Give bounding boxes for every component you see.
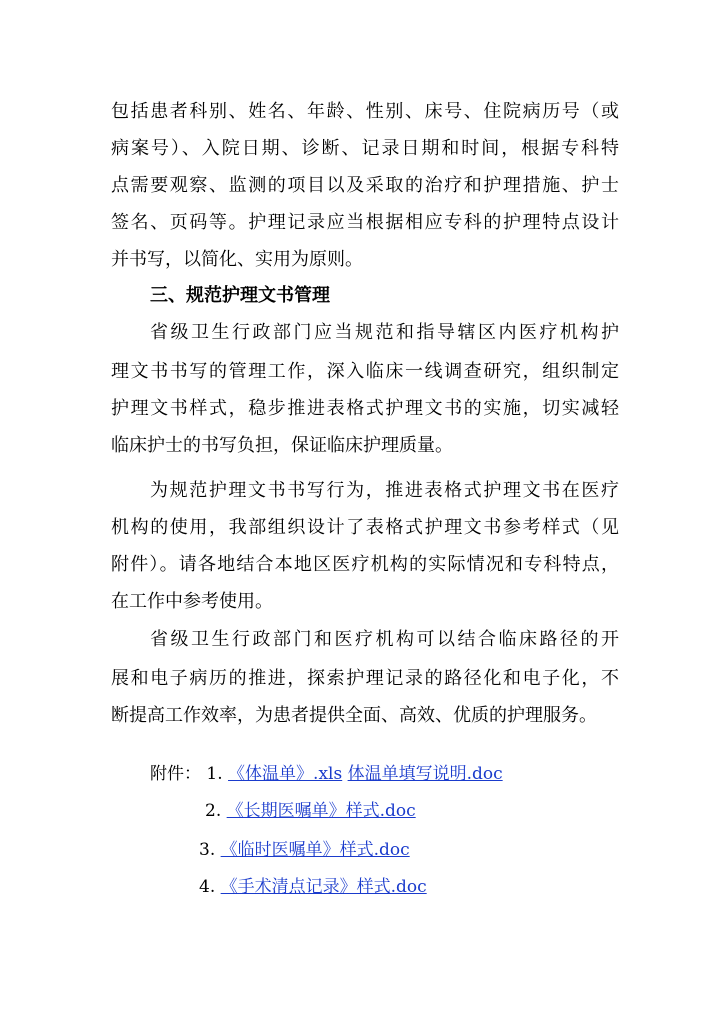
paragraph-4-line-3: 断提高工作效率，为患者提供全面、高效、优质的护理服务。 [111, 705, 597, 726]
paragraph-2-line-2: 理文书书写的管理工作，深入临床一线调查研究，组织制定 [111, 361, 619, 382]
paragraph-2-line-1: 省级卫生行政部门应当规范和指导辖区内医疗机构护 [150, 322, 619, 343]
attachment-link-long-term-orders[interactable]: 《长期医嘱单》样式.doc [226, 801, 416, 821]
paragraph-1-line-5: 并书写，以简化、实用为原则。 [111, 249, 363, 270]
paragraph-3-line-1: 为规范护理文书书写行为，推进表格式护理文书在医疗 [150, 480, 619, 501]
attachment-item-2 [205, 796, 416, 826]
paragraph-3-line-3: 附件）。请各地结合本地区医疗机构的实际情况和专科特点， [111, 554, 619, 575]
paragraph-2-line-3: 护理文书样式，稳步推进表格式护理文书的实施，切实减轻 [111, 398, 619, 419]
attachment-number: 1. [206, 764, 223, 784]
attachment-number: 2. [205, 801, 222, 821]
paragraph-1-line-3: 点需要观察、监测的项目以及采取的治疗和护理措施、护士 [111, 175, 619, 196]
attachment-item-4 [199, 872, 427, 902]
attachment-link-temperature-chart[interactable]: 《体温单》.xls [228, 764, 343, 784]
attachment-number: 3. [199, 840, 216, 860]
paragraph-1-line-2: 病案号）、入院日期、诊断、记录日期和时间，根据专科特 [111, 138, 619, 159]
attachment-link-temporary-orders[interactable]: 《临时医嘱单》样式.doc [220, 840, 410, 860]
section-heading: 三、规范护理文书管理 [150, 285, 330, 306]
paragraph-3-line-4: 在工作中参考使用。 [111, 591, 273, 612]
attachment-item-3 [199, 835, 410, 865]
paragraph-1-line-4: 签名、页码等。护理记录应当根据相应专科的护理特点设计 [111, 212, 619, 233]
paragraph-4-line-2: 展和电子病历的推进，探索护理记录的路径化和电子化，不 [111, 668, 619, 689]
paragraph-1-line-1: 包括患者科别、姓名、年龄、性别、床号、住院病历号（或 [111, 101, 619, 122]
attachment-link-surgical-count-record[interactable]: 《手术清点记录》样式.doc [220, 877, 427, 897]
attachment-link-temperature-instructions[interactable]: 体温单填写说明.doc [347, 764, 503, 784]
attachment-item-1 [150, 759, 503, 789]
attachment-number: 4. [199, 877, 216, 897]
attachments-label: 附件： [150, 764, 201, 784]
paragraph-4-line-1: 省级卫生行政部门和医疗机构可以结合临床路径的开 [150, 629, 619, 650]
paragraph-3-line-2: 机构的使用，我部组织设计了表格式护理文书参考样式（见 [111, 517, 619, 538]
paragraph-2-line-4: 临床护士的书写负担，保证临床护理质量。 [111, 435, 453, 456]
